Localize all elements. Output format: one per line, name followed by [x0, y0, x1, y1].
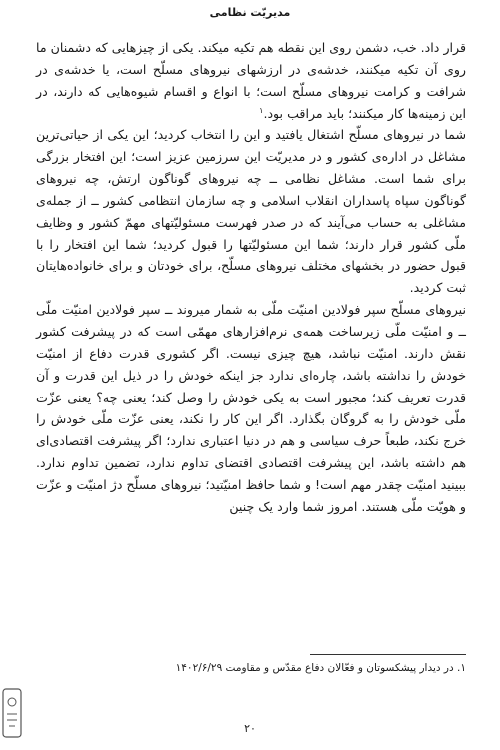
- footnote: ۱. در دیدار پیشکسوتان و فعّالان دفاع مقدّس و مقاومت ۱۴۰۲/۶/۲۹: [175, 662, 466, 674]
- body-text: [36, 37, 466, 518]
- paragraph: [36, 37, 466, 124]
- running-header: مدیریّت نظامی: [209, 6, 291, 19]
- paragraph: شما در نیروهای مسلّح اشتغال یافتید و این را انتخاب کردید؛ این یکی از حیاتی‌ترین مشاغل در اداره‌ی کشور و در مدیریّت این سرزمین عزیز است؛ این افتخار بزرگی برای شما است. مشاغل نظامی ــ چه نیروهای گوناگون ارتش، چه نیروهای گوناگون سپاه پاسداران انقلاب اسلامی و چه سازمان انتظامی کشور ــ از جمله‌ی مشاغلی به حساب می‌آیند که در صدر فهرست مسئولیّتهای مهمّ کشور و وظایف ملّی کشور قرار دارند؛ شما این مسئولیّتها را قبول کردید؛ شما این افتخار را با قبول حضور در بخشهای مختلف نیروهای مسلّح، برای خودتان و برای خانواده‌هایتان ثبت کردید.: [36, 127, 466, 296]
- page-number: ۲۰: [244, 722, 256, 735]
- paragraph: نیروهای مسلّح سپر فولادین امنیّت ملّی به شمار میروند ــ سپر فولادین امنیّت ملّی ــ و امنیّت ملّی زیرساخت همه‌ی نرم‌افزارهای مهمّی است که در پیشرفت کشور نقش دارند. امنیّت نباشد، هیچ چیزی نیست. اگر کشوری قدرت دفاع از امنیّت خودش را نداشته باشد، چاره‌ای ندارد جز اینکه خودش را در ذیل این قدرت و آن قدرت تعریف کند؛ مجبور است به یکی خودش را وصل کند؛ یعنی چه؟ یعنی عزّت ملّی خودش را به گروگان بگذارد. اگر این کار را نکند، یعنی عزّت ملّی خودش را خرج نکند، طبعاً حرف سیاسی و هم در دنیا اعتباری ندارد؛ اگر پیشرفت اقتصادی‌ای هم داشته باشد، این پیشرفت اقتصادی اقتضای تداوم ندارد، تضمین تداوم ندارد. ببینید امنیّت چقدر مهم است! و شما حافظ امنیّتید؛ نیروهای مسلّح دژ امنیّت و عزّت و هویّت ملّی هستند. امروز شما وارد یک چنین: [36, 302, 466, 514]
- footnote-divider: [310, 654, 466, 655]
- footnote-reference: ۱: [259, 105, 264, 115]
- paragraph-text: قرار داد. خب، دشمن روی این نقطه هم تکیه میکند. یکی از چیزهایی که دشمنان ما روی آن تکیه میکنند، خدشه‌ی در ارزشهای نیروهای مسلّح است، یا خدشه‌ی در شرافت و کرامت نیروهای مسلّح است؛ با انواع و اقسام شیوه‌هایی که دارند، در این زمینه‌ها کار میکنند؛ باید مراقب بود.: [36, 40, 466, 121]
- library-seal-icon: [2, 688, 22, 738]
